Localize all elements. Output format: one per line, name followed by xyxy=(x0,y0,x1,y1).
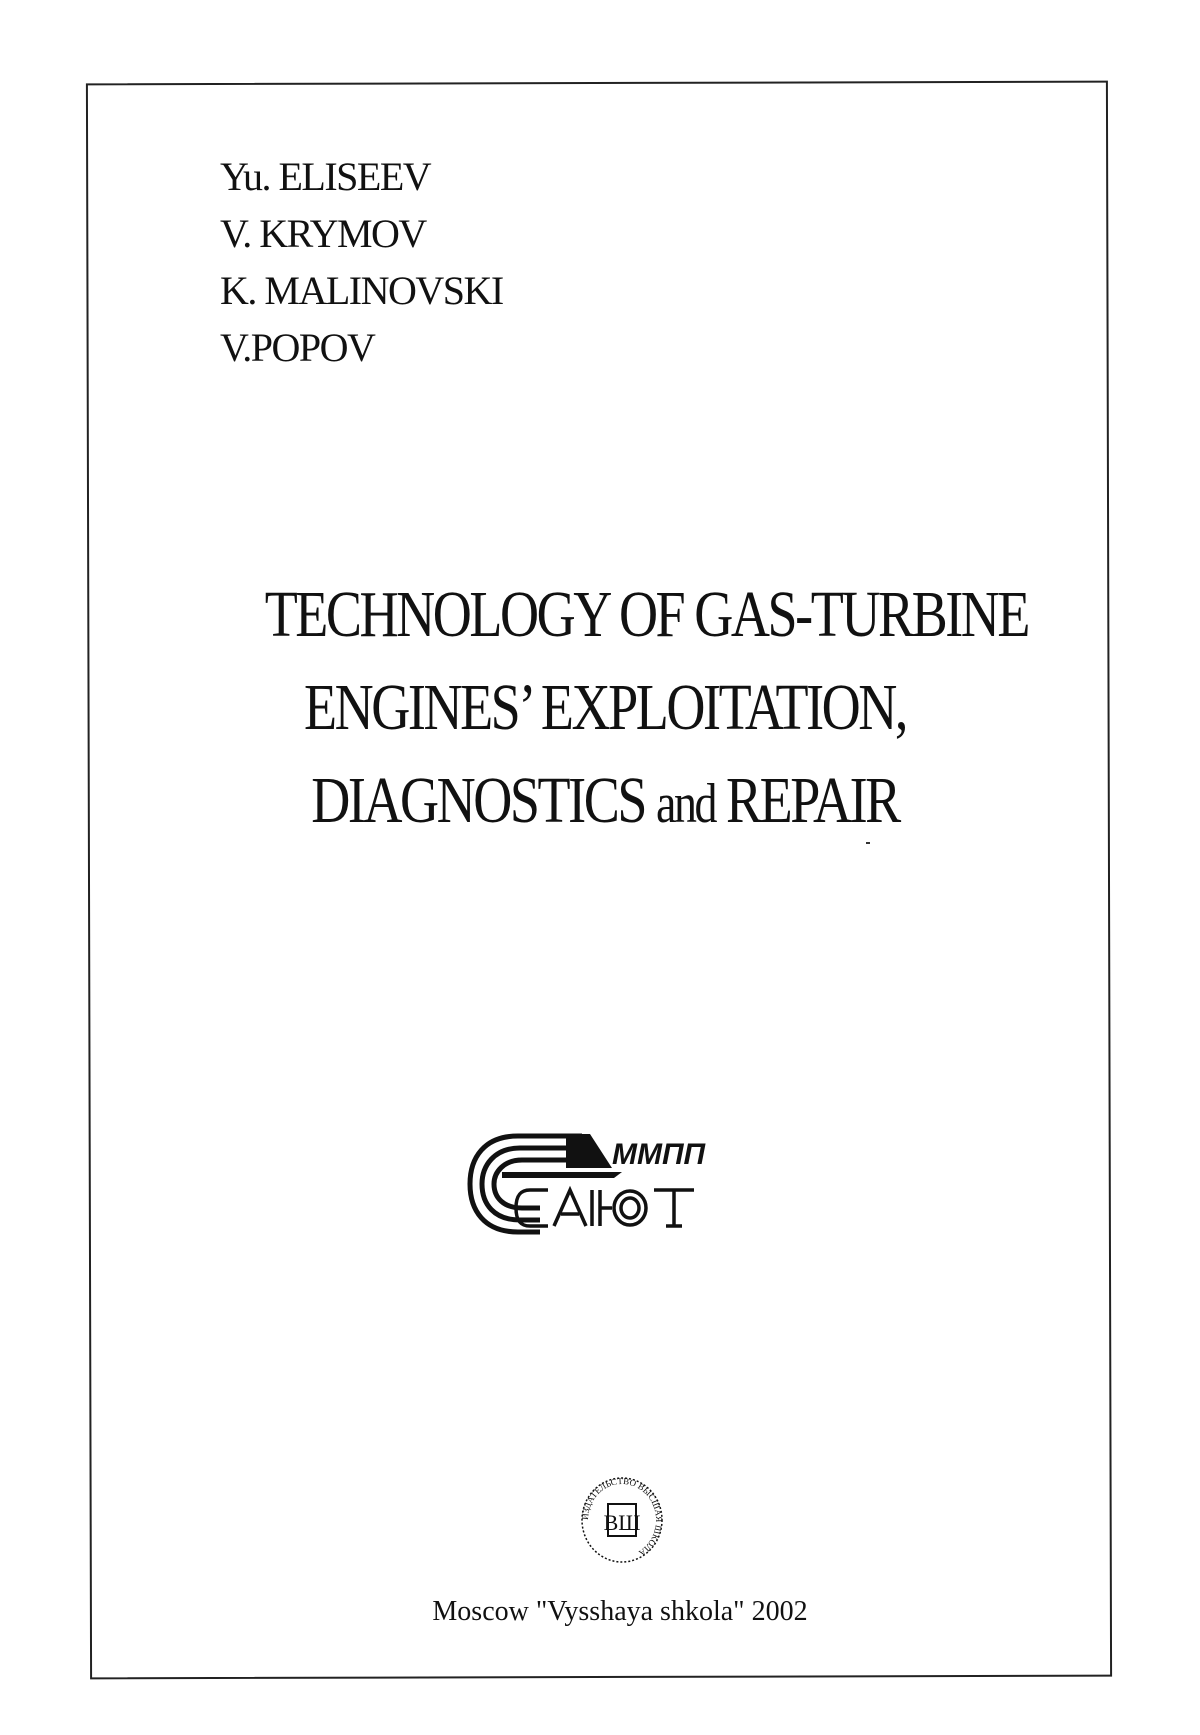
logo-top-text: ММПП xyxy=(612,1138,706,1171)
title-line-3 xyxy=(265,754,946,851)
publisher-seal xyxy=(578,1474,666,1566)
title-word-and: and xyxy=(656,773,715,835)
book-title xyxy=(264,568,1029,851)
publisher-imprint: Moscow "Vysshaya shkola" 2002 xyxy=(432,1596,808,1627)
seal-monogram: ВШ xyxy=(603,1510,641,1535)
author-name: V. KRYMOV xyxy=(220,211,426,256)
title-line-1: TECHNOLOGY OF GAS-TURBINE xyxy=(264,578,1029,651)
author-name: K. MALINOVSKI xyxy=(220,268,503,313)
author-name: Yu. ELISEEV xyxy=(220,154,431,199)
title-line-2: ENGINES’ EXPLOITATION, xyxy=(304,671,906,744)
title-word-diagnostics: DIAGNOSTICS xyxy=(311,764,645,837)
title-word-repair: REPAIR xyxy=(726,764,899,837)
print-speck xyxy=(866,842,870,844)
salyut-logo xyxy=(462,1128,752,1238)
author-name: V.POPOV xyxy=(220,325,375,370)
seal-ring-text: ИЗДАТЕЛЬСТВО ВЫСШАЯ ШКОЛА xyxy=(579,1475,665,1559)
author-list xyxy=(220,148,503,376)
